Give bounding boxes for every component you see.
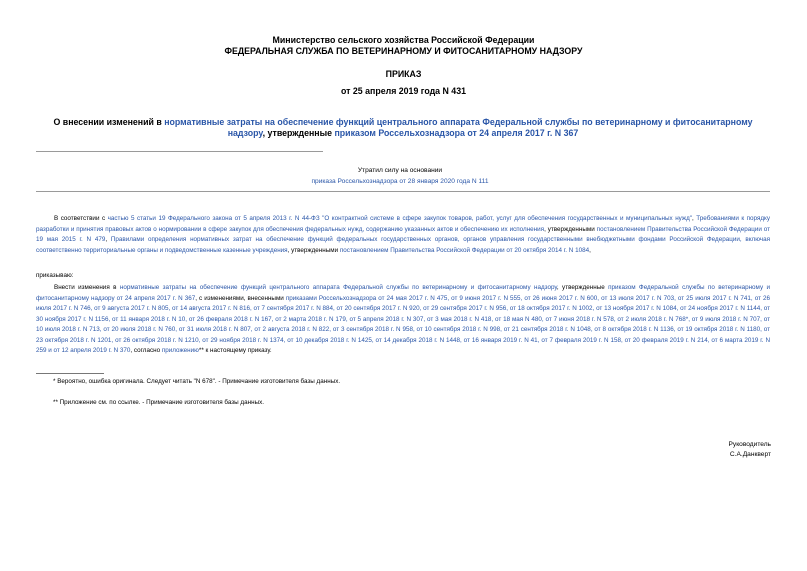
title-link-order-367[interactable]: приказом Россельхознадзора от 24 апреля 2017 г. N 367 (334, 128, 579, 138)
para1-link-rules[interactable]: Правилами определения нормативных затрат на обеспечение функций федеральных государственных органов, органов управления государственными внебюджетными фондами Российской Федерации, включая соответственно территориальные органы и подведомственные казенные учреждения (36, 236, 770, 254)
document-type: ПРИКАЗ (385, 69, 422, 79)
para2-text: Внести изменения в (54, 284, 120, 291)
para2-text: , утвержденные (556, 284, 609, 291)
order-date: от 25 апреля 2019 года N 431 (341, 86, 466, 96)
para1-link-law-44fz[interactable]: частью 5 статьи 19 Федерального закона от 5 апреля 2013 г. N 44-ФЗ "О контрактной системе в сфере закупок товаров, работ, услуг для обеспечения государственных и муниципальных нужд" (107, 215, 693, 222)
para2-link-normative-costs[interactable]: нормативные затраты на обеспечение функций центрального аппарата Федеральной службы по ветеринарному и фитосанитарному надзору (119, 284, 557, 291)
document-title (36, 117, 770, 139)
para1-link-resolution-1084[interactable]: постановлением Правительства Российской Федерации от 20 октября 2014 г. N 1084 (339, 246, 590, 254)
para1-text: , утвержденными (544, 225, 597, 233)
divider (36, 191, 770, 192)
para2-link-amending-orders[interactable]: приказами Россельхознадзора от 24 мая 2017 г. N 475, от 9 июня 2017 г. N 555, от 26 июня 2017 г. N 600, от 13 июля 2017 г. N 703, от 25 июля 2017 г. N 741, от 26 июля 2017 г. N 746, от 9 августа 2017 г. N 805, от 14 августа 2017 г. N 816, от 7 сентября 2017 г. N 884, от 20 сентября 2017 г. N 920, от 29 сентября 2017 г. N 956, от 18 октября 2017 г. N 1002, от 13 ноября 2017 г. N 1084, от 24 ноября 2017 г. N 1144, от 30 ноября 2017 г. N 1156, от 11 января 2018 г. N 10, от 26 февраля 2018 г. N 167, от 2 марта 2018 г. N 179, от 5 апреля 2018 г. N 307, от 3 мая 2018 г. N 418, от 18 мая N 480, от 7 июня 2018 г. N 578, от 2 июля 2018 г. N 768*, от 9 июля 2018 г. N 707, от 10 июля 2018 г. N 713, от 20 июля 2018 г. N 760, от 31 июля 2018 г. N 807, от 2 августа 2018 г. N 822, от 3 сентября 2018 г. N 958, от 10 сентября 2018 г. N 998, от 21 сентября 2018 г. N 1048, от 8 октября 2018 г. N 1136, от 19 октября 2018 г. N 1180, от 23 октября 2018 г. N 1201, от 26 октября 2018 г. N 1210, от 29 ноября 2018 г. N 1374, от 10 декабря 2018 г. N 1425, от 14 декабря 2018 г. N 1448, от 16 января 2019 г. N 41, от 7 февраля 2019 г. N 158, от 20 февраля 2019 г. N 214, от 6 марта 2019 г. N 259 и от 12 апреля 2019 г. N 370 (36, 294, 770, 354)
para1-text: , (589, 246, 591, 254)
para1-text: , (692, 215, 697, 222)
title-link-normative-costs[interactable]: нормативные затраты на обеспечение функций центрального аппарата Федеральной службы по ветеринарному и фитосанитарному надзору (164, 117, 753, 138)
para2-text: , согласно (130, 347, 162, 354)
para1-link-requirements[interactable]: Требованиями к порядку разработки и принятия правовых актов о нормировании в сфере закупок для обеспечения федеральных нужд, содержанию указанных актов и обеспечению их исполнения (36, 215, 771, 233)
lost-force-link[interactable]: приказа Россельхознадзора от 28 января 2020 года N 111 (311, 178, 489, 185)
status-note (280, 165, 520, 187)
title-prefix: О внесении изменений в (53, 117, 165, 127)
para2-link-appendix[interactable]: приложению (161, 347, 199, 354)
para2-text: ** к настоящему приказу. (198, 347, 272, 354)
signatory-name: С.А.Данкверт (729, 451, 771, 458)
title-middle: , утвержденные (262, 128, 335, 138)
lost-force-text: Утратил силу на основании (357, 167, 443, 174)
preamble-paragraph (36, 214, 770, 256)
para1-text: , (105, 236, 111, 243)
service-name: ФЕДЕРАЛЬНАЯ СЛУЖБА ПО ВЕТЕРИНАРНОМУ И ФИТОСАНИТАРНОМУ НАДЗОРУ (224, 46, 583, 56)
signatory-title: Руководитель (728, 441, 771, 448)
para1-link-resolution-479[interactable]: постановлением Правительства Российской Федерации от 19 мая 2015 г. N 479 (36, 225, 770, 243)
footnote-1: * Вероятно, ошибка оригинала. Следует читать "N 678". - Примечание изготовителя базы данных. (53, 378, 341, 385)
main-paragraph (36, 283, 770, 357)
ministry-name: Министерство сельского хозяйства Российской Федерации (272, 35, 535, 45)
footnote-divider (36, 373, 104, 374)
para1-text: , утвержденными (287, 246, 340, 254)
para1-text: В соответствии с (54, 215, 108, 222)
para2-link-order-367[interactable]: приказом Федеральной службы по ветеринарному и фитосанитарному надзору от 24 апреля 2017 г. N 367 (36, 284, 771, 302)
divider (36, 151, 323, 152)
para2-text: , с изменениями, внесенными (195, 294, 286, 302)
footnote-2: ** Приложение см. по ссылке. - Примечание изготовителя базы данных. (53, 399, 264, 406)
orders-word: приказываю: (36, 272, 74, 279)
